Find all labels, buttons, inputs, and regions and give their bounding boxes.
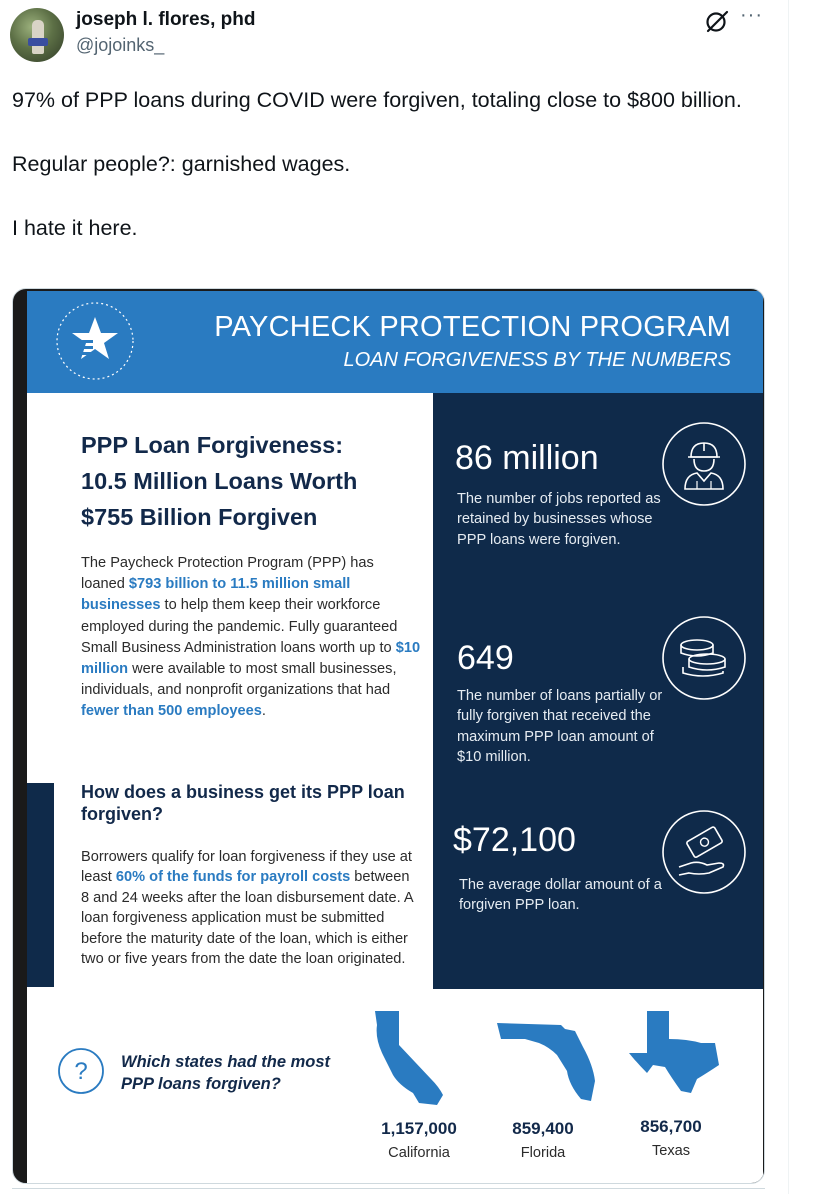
stat-jobs-desc: The number of jobs reported as retained by businesses whose PPP loans were forgiven. (457, 491, 661, 548)
infographic-subtitle: LOAN FORGIVENESS BY THE NUMBERS (343, 349, 731, 371)
avatar-figure-shorts (28, 38, 48, 46)
accent-bar (27, 783, 54, 987)
tweet-paragraph-3: I hate it here. (12, 216, 138, 240)
stat-max-loans-desc: The number of loans partially or fully forgiven that received the maximum PPP loan amount of $10 million. (457, 688, 663, 766)
author-handle[interactable]: @jojoinks_ (76, 35, 165, 55)
stat-max-loans-value: 649 (457, 639, 514, 677)
stat-average-value: $72,100 (453, 821, 576, 859)
main-heading-line-2: 10.5 Million Loans Worth (81, 468, 358, 494)
program-description: The Paycheck Protection Program (PPP) has loaned $793 billion to 11.5 million small businesses to help them keep their workforce employed during the pandemic. Fully guaranteed Small Business Administration loans worth up to $10 million were available to most small businesses, individuals, and nonprofit organizations that had fewer than 500 employees. (81, 555, 421, 720)
forgiveness-description: Borrowers qualify for loan forgiveness if they use at least 60% of the funds for payroll costs between 8 and 24 weeks after the loan disbursement date. A loan forgiveness application must be submitted before the maturity date of the loan, which is either two or five years from the date the loan originated. (81, 849, 413, 968)
florida-map-icon (495, 1021, 607, 1103)
stats-panel (433, 393, 763, 989)
highlight-employee-limit: fewer than 500 employees (81, 703, 262, 720)
worker-icon (661, 421, 747, 507)
timeline-divider (788, 0, 789, 1194)
forgiveness-heading: How does a business get its PPP loan forgiven? (81, 782, 405, 824)
main-heading-line-1: PPP Loan Forgiveness: (81, 432, 344, 458)
state-name-texas: Texas (651, 1143, 691, 1159)
avatar[interactable] (10, 8, 64, 62)
star-seal-icon (53, 299, 137, 383)
tweet-paragraph-2: Regular people?: garnished wages. (12, 152, 351, 176)
tweet-media[interactable] (12, 288, 765, 1184)
grok-icon[interactable] (704, 8, 730, 34)
states-question: Which states had the most PPP loans forgiven? (121, 1053, 331, 1093)
avatar-figure (32, 20, 44, 54)
texas-map-icon (625, 1009, 725, 1095)
state-value-texas: 856,700 (640, 1117, 702, 1136)
coins-icon (661, 615, 747, 701)
infographic (27, 291, 763, 1184)
svg-text:?: ? (74, 1058, 88, 1085)
stat-average-desc: The average dollar amount of a forgiven PPP loan. (459, 877, 662, 914)
highlight-payroll: 60% of the funds for payroll costs (115, 869, 351, 886)
state-name-california: California (388, 1145, 450, 1161)
money-hand-icon (661, 809, 747, 895)
question-icon (57, 1047, 105, 1095)
tweet-text (12, 84, 772, 244)
highlight-loan-total: $793 billion to 11.5 million small businesses (81, 576, 351, 614)
state-name-florida: Florida (520, 1145, 566, 1161)
state-value-florida: 859,400 (512, 1119, 574, 1138)
california-map-icon (369, 1005, 455, 1109)
main-heading-line-3: $755 Billion Forgiven (81, 504, 318, 530)
author-name[interactable]: joseph l. flores, phd (76, 9, 256, 30)
infographic-title: PAYCHECK PROTECTION PROGRAM (214, 311, 731, 343)
tweet-paragraph-1: 97% of PPP loans during COVID were forgiven, totaling close to $800 billion. (12, 88, 742, 112)
card-divider (12, 1188, 765, 1189)
main-heading (81, 427, 421, 535)
state-value-california: 1,157,000 (381, 1119, 457, 1138)
more-icon[interactable]: ··· (740, 4, 763, 26)
highlight-max-loan: $10 million (81, 639, 421, 678)
stat-jobs-value: 86 million (455, 439, 599, 477)
infographic-header (27, 291, 763, 393)
